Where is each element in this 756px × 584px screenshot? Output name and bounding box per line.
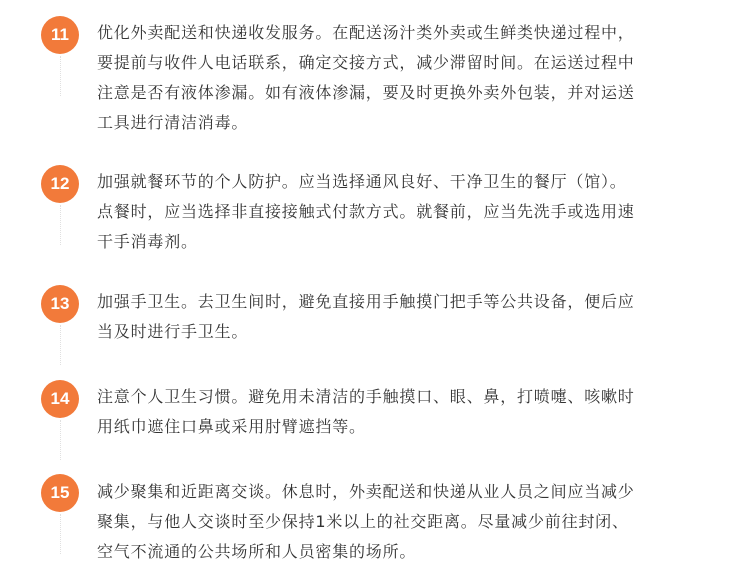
item-text: 减少聚集和近距离交谈。休息时，外卖配送和快递从业人员之间应当减少 聚集，与他人交谈时至少保持1米以上的社交距离。尽量减少前往封闭、 空气不流通的公共场所和人员密集的场所。 (97, 482, 635, 561)
item-text: 注意个人卫生习惯。避免用未清洁的手触摸口、眼、鼻，打喷嚏、咳嗽时 用纸巾遮住口鼻或采用肘臂遮挡等。 (97, 387, 635, 436)
item-text: 加强手卫生。去卫生间时，避免直接用手触摸门把手等公共设备，便后应 当及时进行手卫生。 (97, 292, 635, 341)
number-badge: 13 (41, 285, 79, 323)
badge-connector (60, 205, 61, 245)
number-badge: 14 (41, 380, 79, 418)
badge-connector (60, 325, 61, 365)
badge-column (40, 16, 80, 96)
badge-column (40, 474, 80, 554)
number-badge: 15 (41, 474, 79, 512)
number-badge: 12 (41, 165, 79, 203)
badge-connector (60, 514, 61, 554)
item-text: 加强就餐环节的个人防护。应当选择通风良好、干净卫生的餐厅（馆）。 点餐时，应当选择非直接接触式付款方式。就餐前，应当先洗手或选用速 干手消毒剂。 (97, 172, 635, 251)
badge-column (40, 165, 80, 245)
badge-connector (60, 56, 61, 96)
badge-column (40, 380, 80, 460)
item-text: 优化外卖配送和快递收发服务。在配送汤汁类外卖或生鲜类快递过程中， 要提前与收件人电话联系，确定交接方式，减少滞留时间。在运送过程中 注意是否有液体渗漏。如有液体渗漏，要及时更换外卖外包装，并对运送 工具进行清洁消毒。 (97, 23, 635, 132)
badge-connector (60, 420, 61, 460)
badge-column (40, 285, 80, 365)
number-badge: 11 (41, 16, 79, 54)
